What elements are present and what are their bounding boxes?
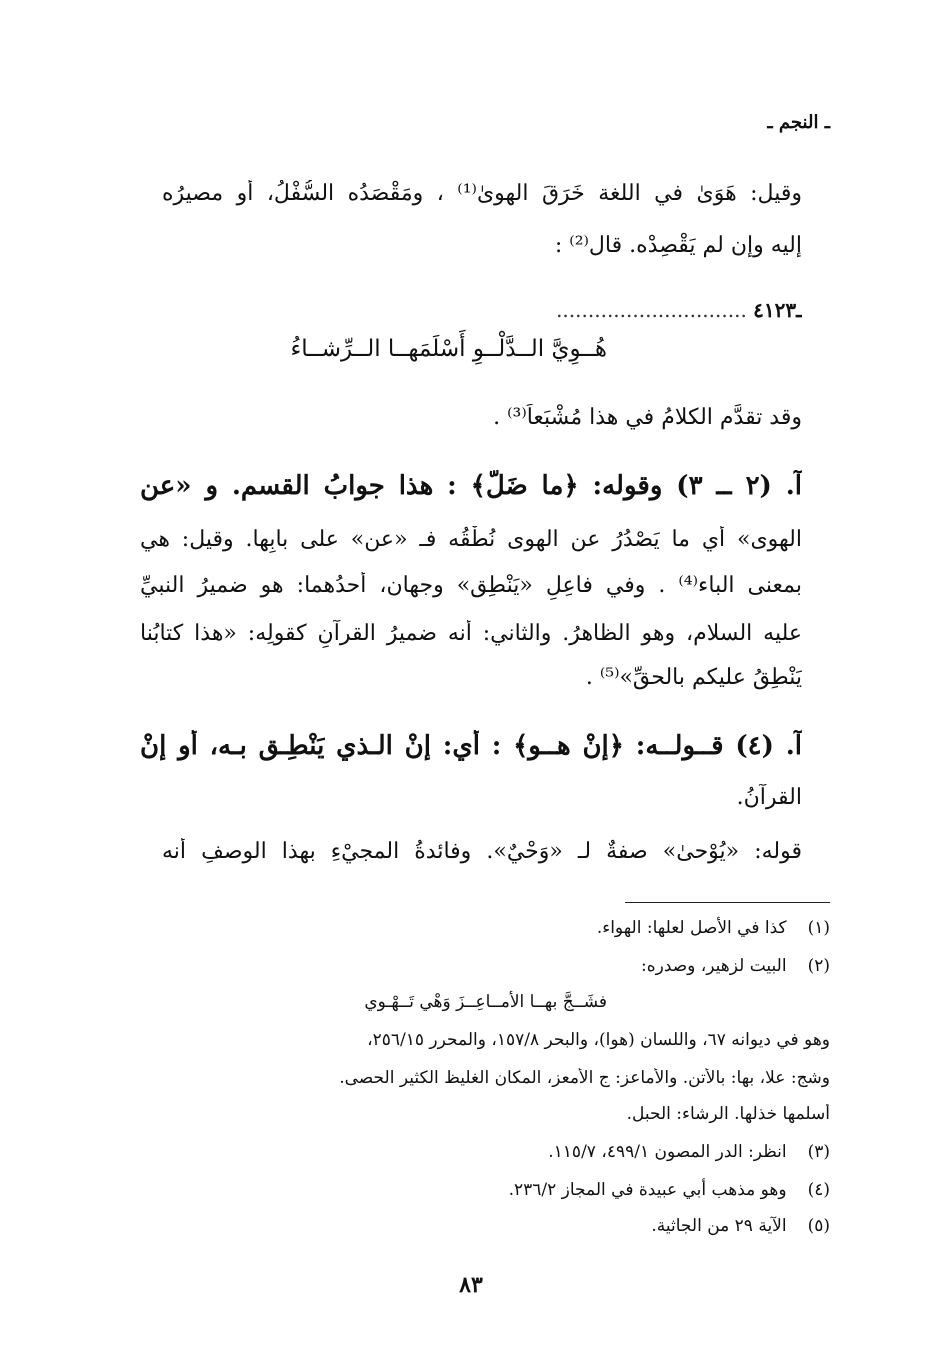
footnote-number: (٤): [807, 1180, 830, 1200]
footnote-poem-line: فشَــجَّ بهــا الأمــاعِــزَ وَهْي تَــهْـوي: [364, 992, 607, 1012]
paragraph-line: وقيل: هَوَىٰ في اللغة خَرَقَ الهوىٰ⁽¹⁾ ، ومَقْصَدُه السُّفْلُ، أو مصيرُه: [162, 181, 802, 206]
paragraph-line: الهوى» أي ما يَصْدُرُ عن الهوى نُطْقُه فـ «عن» على بابِها. وقيل: هي: [140, 527, 802, 552]
entry-dots: ..............................: [556, 298, 747, 322]
footnote-number: (٢): [807, 956, 830, 976]
paragraph-line: القرآنُ.: [736, 785, 802, 810]
footnote-divider: [625, 902, 830, 903]
paragraph-line: بمعنى الباء⁽⁴⁾ . وفي فاعِلِ «يَنْطِق» وجهان، أحدُهما: هو ضميرُ النبيِّ: [140, 573, 802, 598]
footnote-text: وهو مذهب أبي عبيدة في المجاز ٢٣٦/٢.: [508, 1180, 787, 1200]
running-header: ـ النجم ـ: [767, 112, 830, 133]
paragraph-line: يَنْطِقُ عليكم بالحقِّ»⁽⁵⁾ .: [585, 665, 802, 690]
paragraph-line: وقد تقدَّم الكلامُ في هذا مُشْبَعاً⁽³⁾ .: [493, 405, 802, 430]
paragraph-line: عليه السلام، وهو الظاهرُ. والثاني: أنه ضميرُ القرآنِ كقولِه: «هذا كتابُنا: [140, 621, 802, 646]
footnote-2: [641, 956, 830, 977]
footnote-5: [651, 1216, 830, 1237]
paragraph-line: قوله: «يُوْحىٰ» صفةٌ لـ «وَحْيٌ». وفائدةُ المجيْءِ بهذا الوصفِ أنه: [162, 839, 802, 864]
footnote-text: الآية ٢٩ من الجاثية.: [651, 1216, 787, 1236]
footnote-text: أسلمها خذلها. الرشاء: الحبل.: [626, 1104, 830, 1124]
verse-commentary-heading: آ. (٢ ــ ٣) وقوله: ﴿ما ضَلَّ﴾ : هذا جوابُ القسم. و «عن: [140, 471, 802, 501]
footnote-3: [548, 1142, 830, 1163]
footnote-number: (٣): [807, 1142, 830, 1162]
footnote-text: انظر: الدر المصون ٤٩٩/١، ١١٥/٧.: [548, 1142, 787, 1162]
verse-entry-marker: [280, 298, 802, 322]
footnote-number: (١): [807, 918, 830, 938]
verse-commentary-heading: آ. (٤) قــولــه: ﴿إنْ هــو﴾ : أي: إنْ الـذي يَنْطِـق بـه، أو إنْ: [140, 731, 802, 761]
footnote-text: كذا في الأصل لعلها: الهواء.: [596, 918, 787, 938]
footnote-text: وشج: علا، بها: بالأتن. والأماعز: ج الأمعز، المكان الغليظ الكثير الحصى.: [339, 1068, 830, 1088]
poetry-verse: هُــوِيَّ الــدَّلْــوِ أَسْلَمَهــا الــرِّشــاءُ: [290, 336, 607, 362]
paragraph-line: إليه وإن لم يَقْصِدْه. قال⁽²⁾ :: [554, 233, 802, 258]
footnote-text: البيت لزهير، وصدره:: [640, 956, 787, 976]
page-number: ٨٣: [459, 1272, 483, 1298]
footnote-4: [509, 1180, 830, 1201]
footnote-text: وهو في ديوانه ٦٧، واللسان (هوا)، والبحر ١٥٧/٨، والمحرر ٢٥٦/١٥،: [367, 1030, 830, 1050]
footnote-number: (٥): [807, 1216, 830, 1236]
entry-number: ـ٤١٢٣: [753, 298, 802, 322]
footnote-1: [597, 918, 830, 939]
